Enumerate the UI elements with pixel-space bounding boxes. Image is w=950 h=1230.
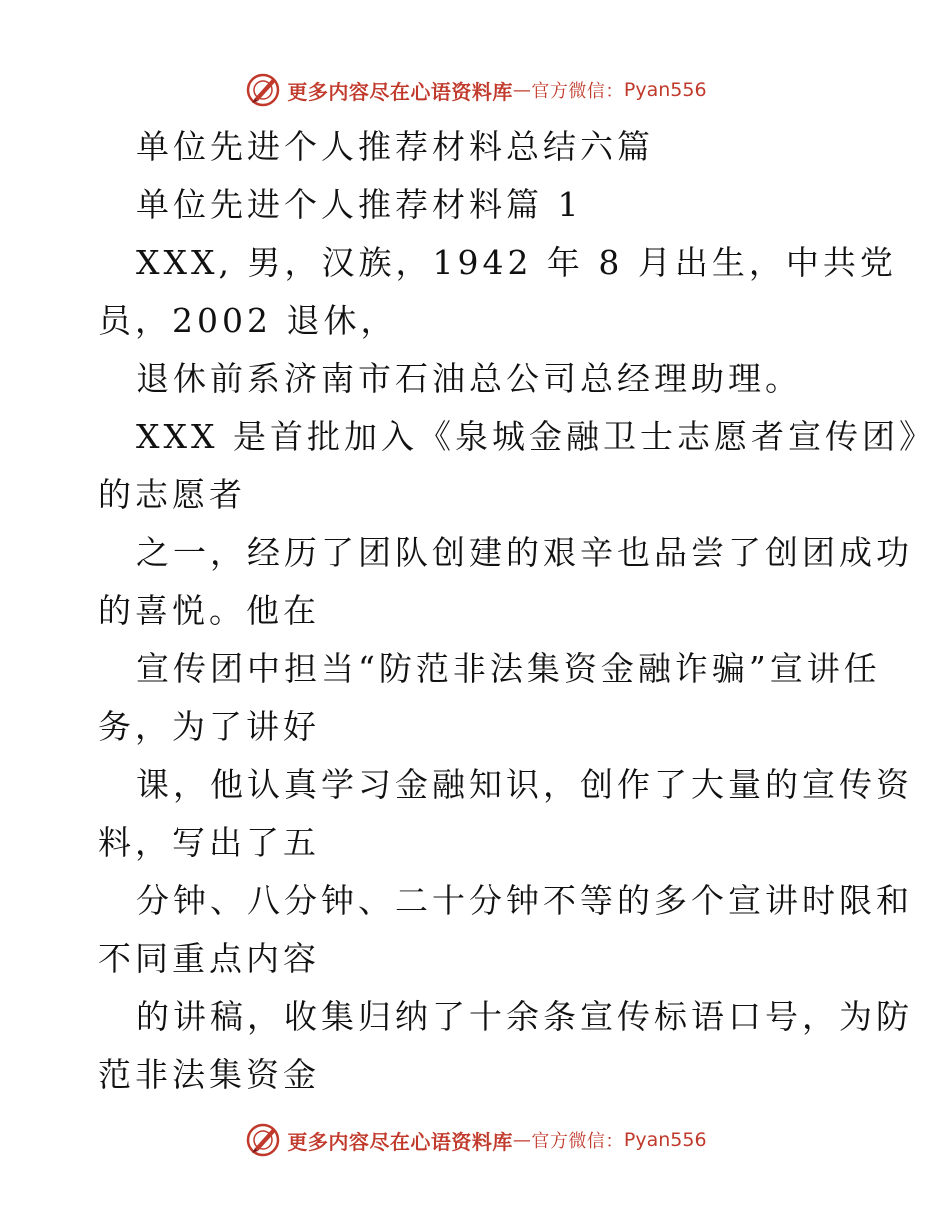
banner-wechat-label: 官方微信： <box>531 81 624 102</box>
body-line: 员，2002 退休， <box>98 301 398 340</box>
body-line: 务，为了讲好 <box>98 707 320 746</box>
body-line: 的讲稿，收集归纳了十余条宣传标语口号，为防 <box>136 997 913 1036</box>
body-line: 料，写出了五 <box>98 823 320 862</box>
document-subtitle: 单位先进个人推荐材料篇 1 <box>136 185 583 224</box>
banner-wechat-id: Pyan556 <box>623 79 707 101</box>
body-line: 之一，经历了团队创建的艰辛也品尝了创团成功 <box>136 533 913 572</box>
banner-site-text: 更多内容尽在心语资料库 <box>287 79 513 104</box>
footer-banner <box>0 1118 950 1162</box>
body-line: 范非法集资金 <box>98 1055 320 1094</box>
body-line: 分钟、八分钟、二十分钟不等的多个宣讲时限和 <box>136 881 913 920</box>
body-line: 退休前系济南市石油总公司总经理助理。 <box>136 359 802 398</box>
body-line: 不同重点内容 <box>98 939 320 978</box>
body-line: XXX, 男，汉族，1942 年 8 月出生，中共党 <box>136 243 897 282</box>
document-lines <box>98 234 936 1104</box>
body-line: 的志愿者 <box>98 475 246 514</box>
body-line: 课，他认真学习金融知识，创作了大量的宣传资 <box>136 765 913 804</box>
header-banner <box>0 68 950 112</box>
pen-circle-logo-icon <box>243 1120 283 1160</box>
body-line: 宣传团中担当“防范非法集资金融诈骗”宣讲任 <box>136 649 881 688</box>
body-line: XXX 是首批加入《泉城金融卫士志愿者宣传团》 <box>136 417 936 456</box>
pen-circle-logo-icon <box>243 70 283 110</box>
banner-dash: — <box>512 1129 532 1151</box>
banner-site-text: 更多内容尽在心语资料库 <box>287 1129 513 1154</box>
banner-dash: — <box>512 79 532 101</box>
banner-wechat-id: Pyan556 <box>623 1129 707 1151</box>
body-line: 的喜悦。他在 <box>98 591 320 630</box>
document-title: 单位先进个人推荐材料总结六篇 <box>136 127 654 166</box>
document-body <box>98 118 936 1104</box>
banner-wechat-label: 官方微信： <box>531 1131 624 1152</box>
